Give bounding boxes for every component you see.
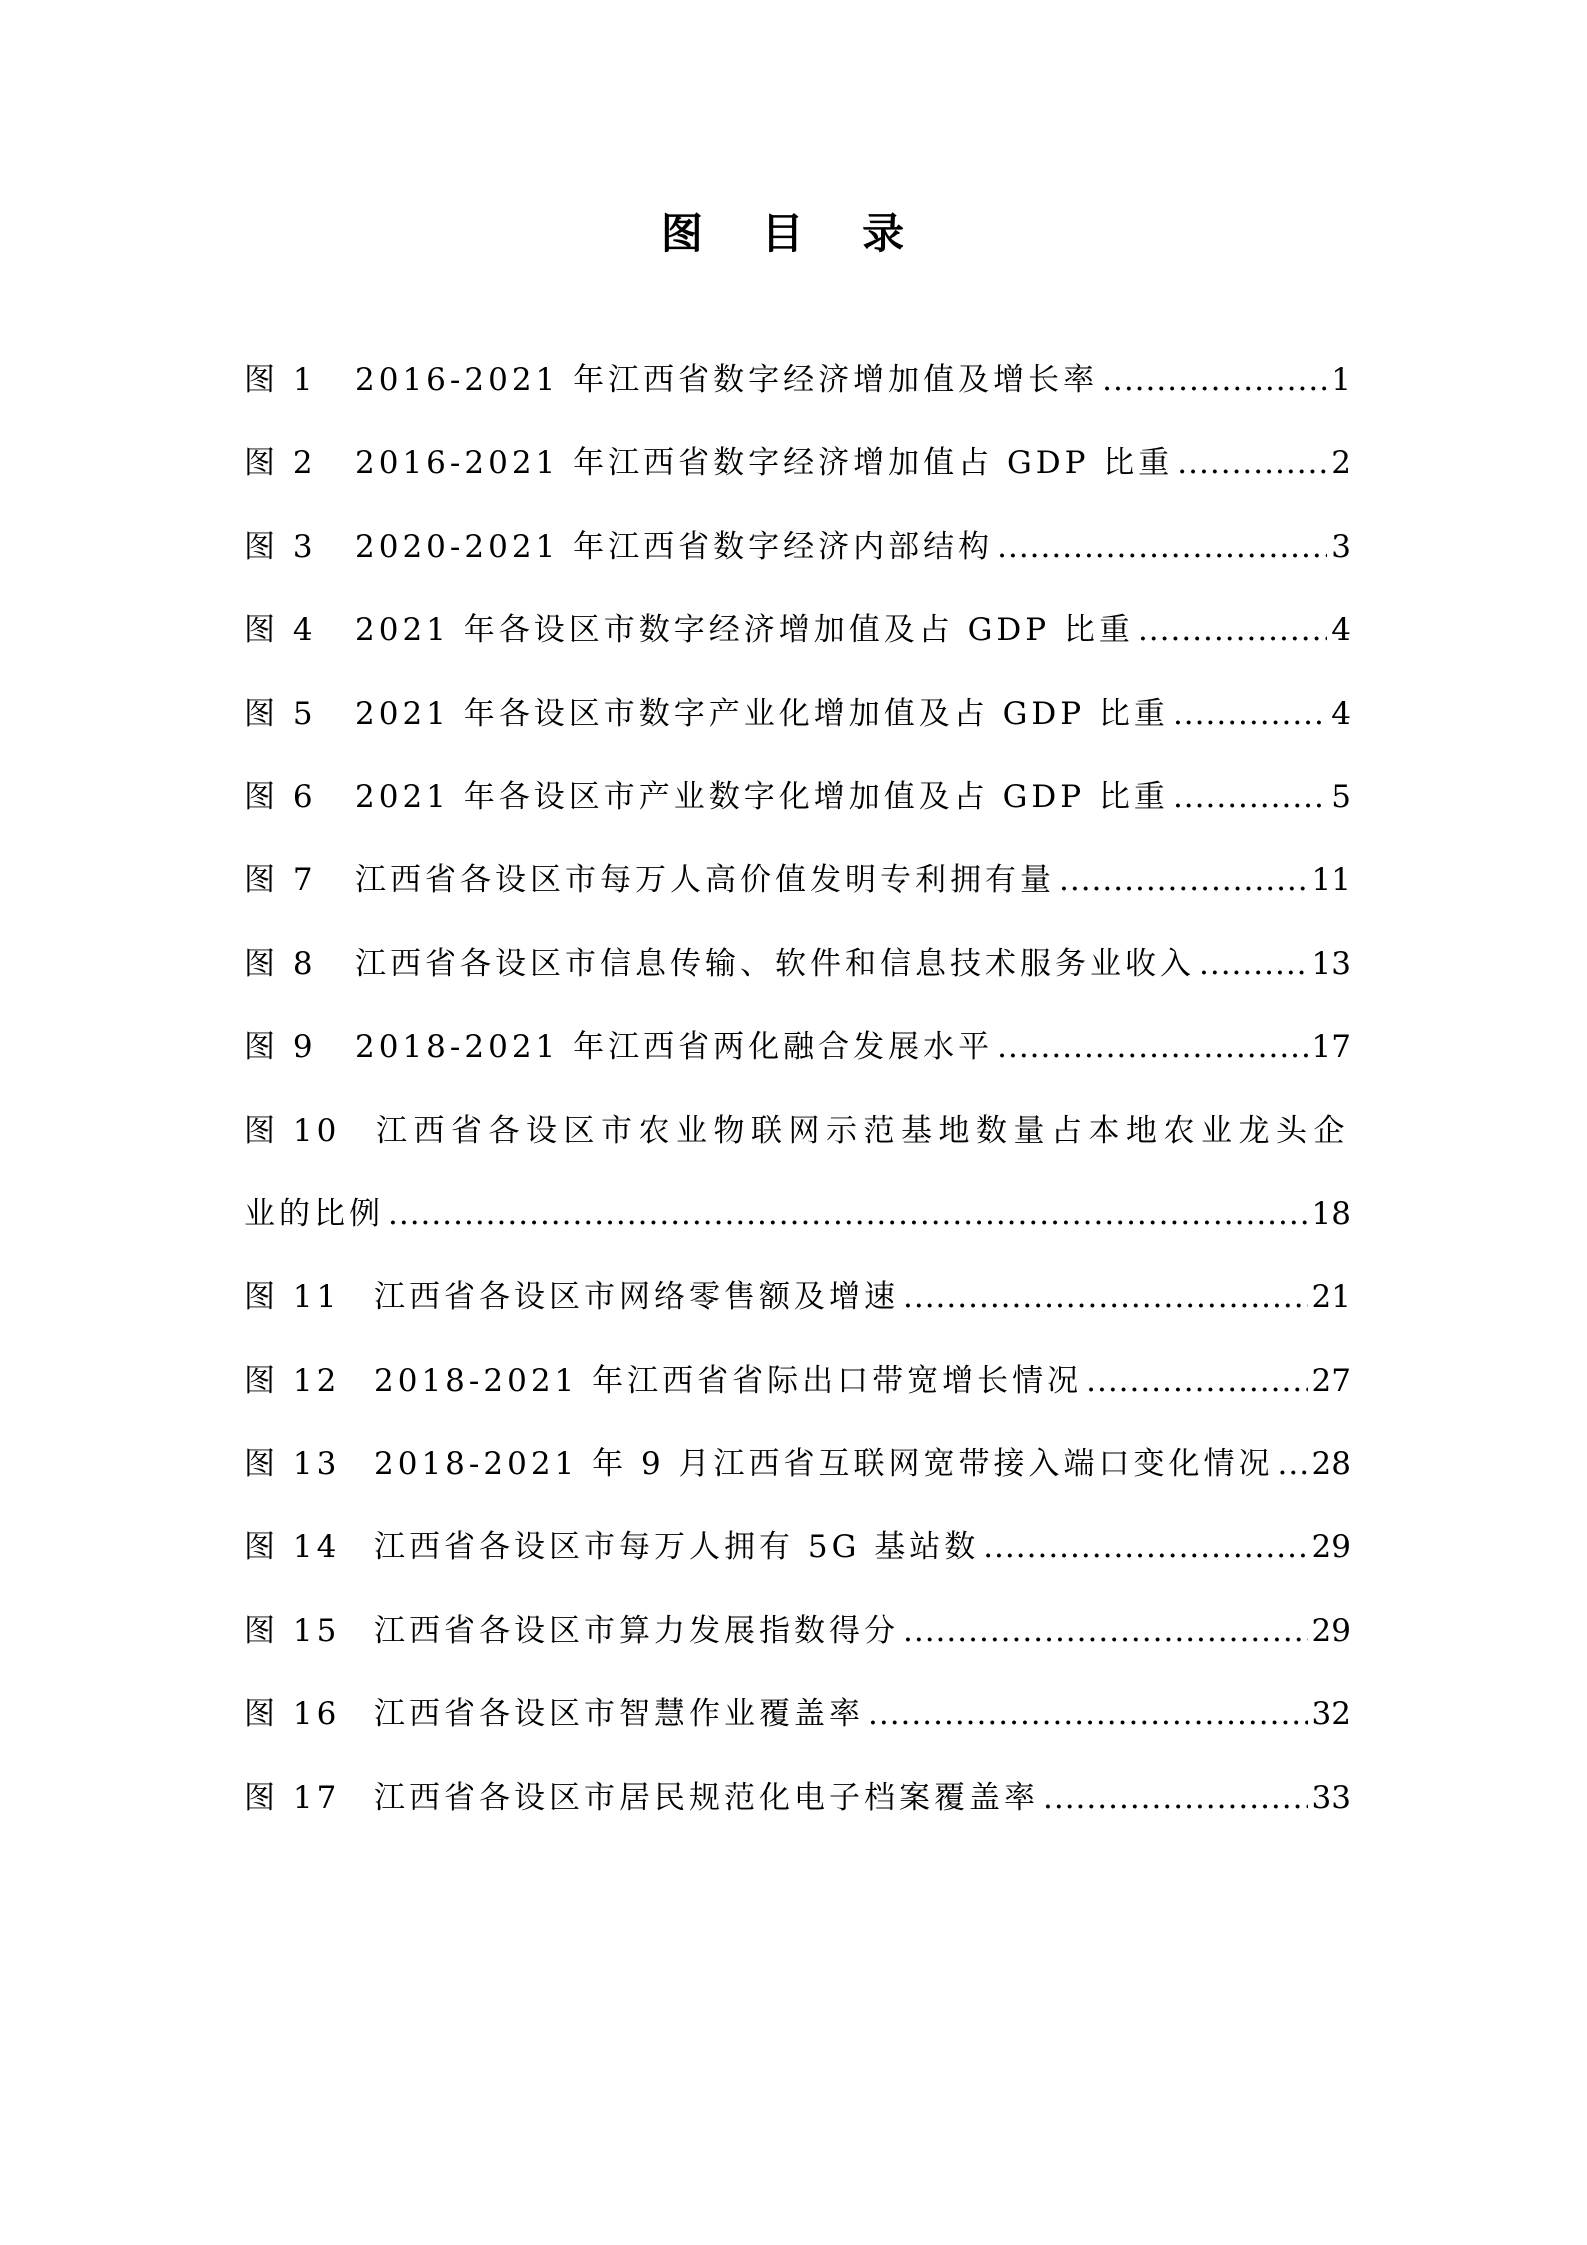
page-number: 32: [1311, 1696, 1351, 1733]
figure-title: 江西省各设区市算力发展指数得分: [374, 1612, 899, 1649]
figure-title: 2021 年各设区市数字产业化增加值及占 GDP 比重: [355, 695, 1169, 732]
dot-leader: [903, 1256, 1308, 1339]
toc-entry[interactable]: [244, 756, 1351, 839]
toc-entry[interactable]: [244, 506, 1351, 589]
dot-leader: [1043, 1757, 1308, 1840]
figure-number: 图 6: [244, 778, 317, 815]
page-number: 1: [1331, 362, 1351, 398]
toc-entry[interactable]: [244, 422, 1351, 505]
dot-leader: [1173, 673, 1327, 756]
figure-number: 图 11: [244, 1279, 341, 1316]
figure-number: 图 3: [244, 528, 317, 565]
toc-entry[interactable]: [244, 1256, 1351, 1339]
toc-entry[interactable]: [244, 923, 1351, 1006]
dot-leader: [1102, 339, 1327, 422]
toc-entry[interactable]: [244, 839, 1351, 922]
page-number: 4: [1331, 612, 1351, 649]
dot-leader: [1138, 589, 1327, 672]
page-number: 21: [1311, 1279, 1351, 1316]
figure-title: 2016-2021 年江西省数字经济增加值及增长率: [355, 362, 1099, 398]
toc-entry[interactable]: [244, 1340, 1351, 1423]
figure-number: 图 2: [244, 445, 317, 482]
figure-number: 图 14: [244, 1529, 341, 1566]
page-title: 图 目 录: [660, 209, 927, 258]
figure-title: 2021 年各设区市产业数字化增加值及占 GDP 比重: [355, 778, 1169, 815]
page-number: 3: [1331, 528, 1351, 565]
toc-entry[interactable]: [244, 1673, 1351, 1756]
figure-title: 江西省各设区市居民规范化电子档案覆盖率: [374, 1779, 1039, 1816]
figure-title: 2018-2021 年江西省两化融合发展水平: [355, 1029, 994, 1066]
page-number: 29: [1311, 1612, 1351, 1649]
dot-leader: [997, 1006, 1307, 1089]
toc-entry[interactable]: [244, 339, 1351, 422]
figure-title: 2016-2021 年江西省数字经济增加值占 GDP 比重: [355, 445, 1174, 482]
figure-number: 图 13: [244, 1446, 341, 1483]
toc-entry[interactable]: [244, 673, 1351, 756]
dot-leader: [868, 1673, 1308, 1756]
figure-title: 江西省各设区市智慧作业覆盖率: [374, 1696, 864, 1733]
figure-title: 2018-2021 年 9 月江西省互联网宽带接入端口变化情况: [374, 1446, 1274, 1483]
figure-title: 江西省各设区市网络零售额及增速: [374, 1279, 899, 1316]
toc-entry[interactable]: [244, 1590, 1351, 1673]
figure-title: 江西省各设区市每万人高价值发明专利拥有量: [355, 862, 1055, 899]
page-number: 33: [1311, 1779, 1351, 1816]
figure-number: 图 5: [244, 695, 317, 732]
dot-leader: [997, 506, 1327, 589]
page-number: 17: [1311, 1029, 1351, 1066]
dot-leader: [1199, 923, 1308, 1006]
figure-number: 图 17: [244, 1779, 341, 1816]
toc-entry[interactable]: [244, 1090, 1351, 1173]
page-number: 5: [1331, 778, 1351, 815]
figure-title: 江西省各设区市每万人拥有 5G 基站数: [374, 1529, 980, 1566]
dot-leader: [903, 1590, 1308, 1673]
page-number: 11: [1311, 862, 1351, 899]
figure-number: 图 12: [244, 1362, 341, 1399]
page-number: 4: [1331, 695, 1351, 732]
figure-number: 图 10: [244, 1112, 341, 1149]
figure-title: 2018-2021 年江西省省际出口带宽增长情况: [374, 1362, 1083, 1399]
dot-leader: [1177, 422, 1327, 505]
figure-title: 江西省各设区市信息传输、软件和信息技术服务业收入: [355, 945, 1195, 982]
figure-number: 图 1: [244, 362, 317, 398]
figure-number: 图 15: [244, 1612, 341, 1649]
figure-number: 图 4: [244, 612, 317, 649]
toc-entry[interactable]: [244, 1506, 1351, 1589]
figure-list: [244, 339, 1351, 1840]
figure-number: 图 16: [244, 1696, 341, 1733]
page-number: 27: [1311, 1362, 1351, 1399]
page-number: 18: [1311, 1195, 1351, 1232]
figure-title-continued: 业的比例: [244, 1195, 384, 1232]
figure-number: 图 7: [244, 862, 317, 899]
toc-entry[interactable]: [244, 1757, 1351, 1840]
dot-leader: [1059, 839, 1308, 922]
toc-entry[interactable]: [244, 1423, 1351, 1506]
dot-leader: [388, 1173, 1308, 1256]
figure-number: 图 8: [244, 945, 317, 982]
page-number: 29: [1311, 1529, 1351, 1566]
toc-entry[interactable]: [244, 1006, 1351, 1089]
figure-number: 图 9: [244, 1029, 317, 1066]
toc-entry[interactable]: [244, 589, 1351, 672]
figure-title: 江西省各设区市农业物联网示范基地数量占本地农业龙头企: [376, 1112, 1351, 1149]
page-number: 13: [1311, 945, 1351, 982]
figure-title: 2021 年各设区市数字经济增加值及占 GDP 比重: [355, 612, 1134, 649]
toc-entry-continued[interactable]: [244, 1173, 1351, 1256]
dot-leader: [983, 1506, 1307, 1589]
dot-leader: [1086, 1340, 1307, 1423]
dot-leader: [1173, 756, 1327, 839]
page-number: 2: [1331, 445, 1351, 482]
figure-title: 2020-2021 年江西省数字经济内部结构: [355, 528, 994, 565]
dot-leader: [1278, 1423, 1308, 1506]
page-number: 28: [1311, 1446, 1351, 1483]
